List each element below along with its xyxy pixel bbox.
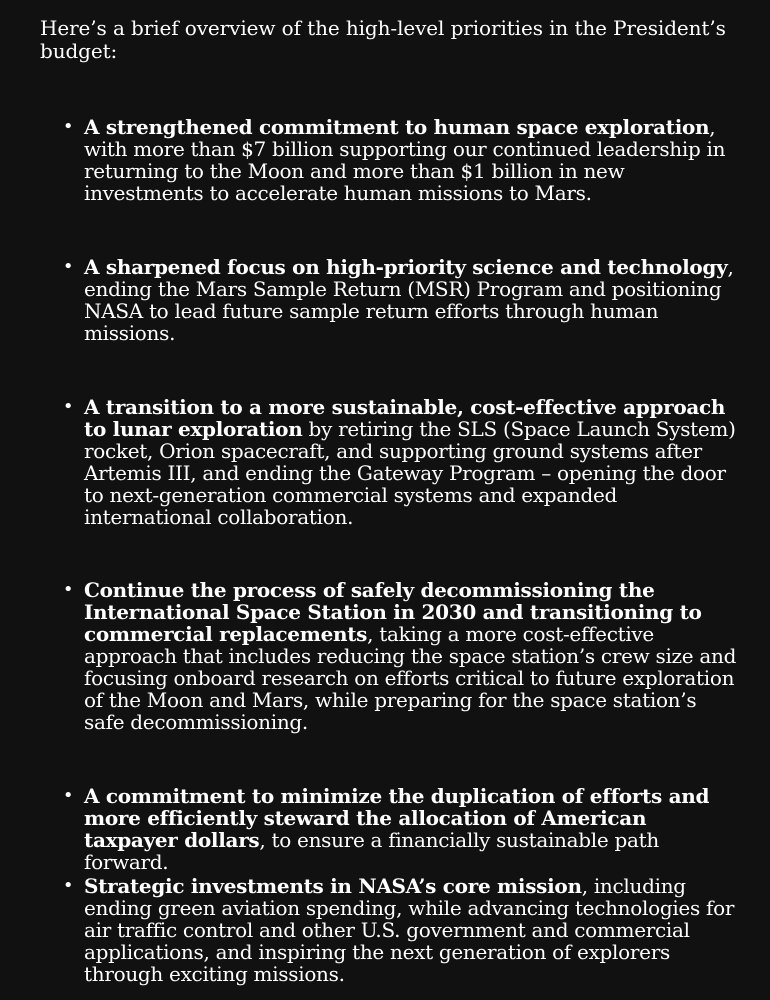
list-item xyxy=(62,785,742,873)
bullet-icon: • xyxy=(62,256,74,277)
list-item-bold-text: A transition to a more sustainable, cost-effective approach to lunar exploration xyxy=(84,395,726,441)
list-item-text: , ending the Mars Sample Return (MSR) Program and positioning NASA to lead future sample return efforts through human missions. xyxy=(84,255,734,345)
intro-paragraph: Here’s a brief overview of the high-level priorities in the President’s budget: xyxy=(40,16,726,63)
list-item xyxy=(62,116,742,204)
list-item-content xyxy=(84,875,742,985)
list-item-bold-text: A strengthened commitment to human space exploration xyxy=(84,115,710,139)
list-item xyxy=(62,875,742,985)
list-item-bold-text: Strategic investments in NASA’s core mission xyxy=(84,874,582,898)
list-item-text: , including ending green aviation spending, while advancing technologies for air traffic control and other U.S. government and commercial applications, and inspiring the next generation of explorers through exciting missions. xyxy=(84,874,735,986)
list-item-text: by retiring the SLS (Space Launch System) rocket, Orion spacecraft, and supporting ground systems after Artemis III, and ending the Gateway Program – opening the door to next-generation commercial systems and expanded international collaboration. xyxy=(84,417,736,529)
list-item-content xyxy=(84,396,742,528)
list-item-text: , to ensure a financially sustainable path forward. xyxy=(84,828,659,874)
list-item xyxy=(62,396,742,528)
list-item xyxy=(62,579,742,733)
bullet-icon: • xyxy=(62,785,74,806)
bullet-icon: • xyxy=(62,116,74,137)
list-item-text: , taking a more cost-effective approach that includes reducing the space station’s crew size and focusing onboard research on efforts critical to future exploration of the Moon and Mars, while preparing for the space station’s safe decommissioning. xyxy=(84,622,737,734)
list-item-content xyxy=(84,256,742,344)
list-item-bold-text: A commitment to minimize the duplication of efforts and more efficiently steward the allocation of American taxpayer dollars xyxy=(84,784,710,852)
list-item-bold-text: A sharpened focus on high-priority science and technology xyxy=(84,255,728,279)
list-item xyxy=(62,256,742,344)
list-item-content xyxy=(84,579,742,733)
bullet-icon: • xyxy=(62,875,74,896)
bullet-icon: • xyxy=(62,579,74,600)
list-item-content xyxy=(84,785,742,873)
list-item-bold-text: Continue the process of safely decommissioning the International Space Station in 2030 and transitioning to commercial replacements xyxy=(84,578,702,646)
list-item-content xyxy=(84,116,742,204)
bullet-icon: • xyxy=(62,396,74,417)
list-item-text: , with more than $7 billion supporting our continued leadership in returning to the Moon and more than $1 billion in new investments to accelerate human missions to Mars. xyxy=(84,115,726,205)
